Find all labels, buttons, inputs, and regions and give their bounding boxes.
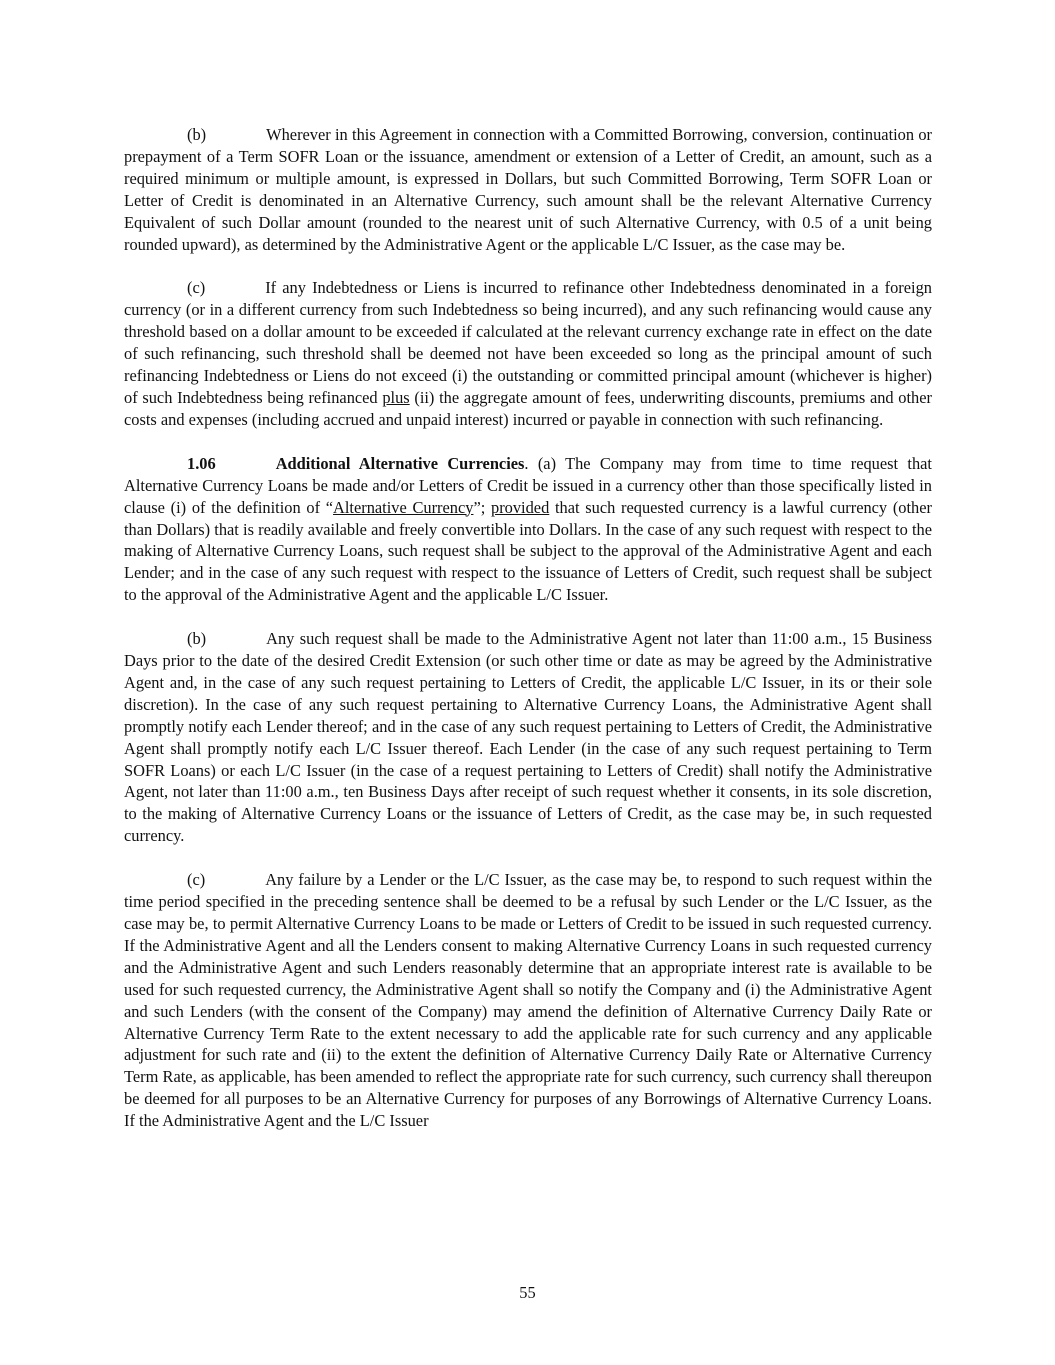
paragraph-c-refinancing	[124, 277, 932, 430]
underlined-term-plus: plus	[382, 387, 410, 407]
paragraph-text: Wherever in this Agreement in connection with a Committed Borrowing, conversion, continuation or prepayment of a Term SOFR Loan or the issuance, amendment or extension of a Letter of Credit, an amount, such as a required minimum or multiple amount, is expressed in Dollars, but such Committed Borrowing, Term SOFR Loan or Letter of Credit is denominated in an Alternative Currency, such amount shall be the relevant Alternative Currency Equivalent of such Dollar amount (rounded to the nearest unit of such Alternative Currency, with 0.5 of a unit being rounded upward), as determined by the Administrative Agent or the applicable L/C Issuer, as the case may be.	[124, 125, 932, 254]
document-page	[124, 124, 932, 1154]
clause-label: (c)	[187, 870, 206, 890]
paragraph-text: Any failure by a Lender or the L/C Issuer, as the case may be, to respond to such request within the time period specified in the preceding sentence shall be deemed to be a refusal by such Lender or the L/C Issuer, as the case may be, to permit Alternative Currency Loans to be made or Letters of Credit to be issued in such requested currency. If the Administrative Agent and all the Lenders consent to making Alternative Currency Loans in such requested currency and the Administrative Agent and such Lenders reasonably determine that an appropriate interest rate is available to be used for such requested currency, the Administrative Agent shall so notify the Company and (i) the Administrative Agent and such Lenders (with the consent of the Company) may amend the definition of Alternative Currency Daily Rate or Alternative Currency Term Rate to the extent necessary to add the applicable rate for such currency and any applicable adjustment for such rate and (ii) to the extent the definition of Alternative Currency Daily Rate or Alternative Currency Term Rate, as applicable, has been amended to reflect the appropriate rate for such currency, such currency shall thereupon be deemed for all purposes to be an Alternative Currency for purposes of any Borrowings of Alternative Currency Loans. If the Administrative Agent and the L/C Issuer	[124, 870, 932, 1131]
paragraph-b-committed-borrowing	[124, 124, 932, 255]
clause-label: (b)	[187, 125, 207, 144]
defined-term-alternative-currency: Alternative Currency	[333, 497, 474, 517]
paragraph-b-request-timing	[124, 628, 932, 847]
clause-label: (b)	[187, 629, 207, 649]
underlined-term-provided: provided	[491, 497, 550, 517]
paragraph-text: ”;	[473, 497, 492, 517]
section-1-06-additional-alternative-currencies	[124, 453, 932, 606]
paragraph-text: If any Indebtedness or Liens is incurred to refinance other Indebtedness denominated in a foreign currency (or in a different currency from such Indebtedness so being incurred), and any such refinancing would cause any threshold based on a dollar amount to be exceeded if calculated at the relevant currency exchange rate in effect on the date of such refinancing, such threshold shall be deemed not have been exceeded so long as the principal amount of such refinancing Indebtedness or Liens do not exceed (i) the outstanding or committed principal amount (whichever is higher) of such Indebtedness being refinanced	[124, 278, 932, 407]
paragraph-text: Any such request shall be made to the Administrative Agent not later than 11:00 a.m., 15 Business Days prior to the date of the desired Credit Extension (or such other time or date as may be agreed by the Administrative Agent and, in the case of any such request pertaining to Letters of Credit, the applicable L/C Issuer, in its or their sole discretion). In the case of any such request pertaining to Alternative Currency Loans, the Administrative Agent shall promptly notify each Lender thereof; and in the case of any such request pertaining to Letters of Credit, the Administrative Agent shall promptly notify each L/C Issuer thereof. Each Lender (in the case of any such request pertaining to Term SOFR Loans) or each L/C Issuer (in the case of a request pertaining to Letters of Credit) shall notify the Administrative Agent, not later than 11:00 a.m., ten Business Days after receipt of such request whether it consents, in its sole discretion, to the making of Alternative Currency Loans or the issuance of Letters of Credit, as the case may be, in such requested currency.	[124, 629, 932, 846]
section-number: 1.06	[187, 453, 216, 473]
paragraph-text: that such requested currency is a lawful currency (other than Dollars) that is readily available and freely convertible into Dollars. In the case of any such request with respect to the making of Alternative Currency Loans, such request shall be subject to the approval of the Administrative Agent and each Lender; and in the case of any such request with respect to the issuance of Letters of Credit, such request shall be subject to the approval of the Administrative Agent and the applicable L/C Issuer.	[124, 497, 932, 605]
clause-label: (c)	[187, 278, 206, 298]
paragraph-text: (ii) the aggregate amount of fees, underwriting discounts, premiums and other costs and expenses (including accrued and unpaid interest) incurred or payable in connection with such refinancing.	[124, 387, 932, 429]
paragraph-text: . (a) The Company may from time to time request that Alternative Currency Loans be made and/or Letters of Credit be issued in a currency other than those specifically listed in clause (i) of the definition of “	[124, 453, 932, 517]
section-title: Additional Alternative Currencies	[275, 453, 525, 473]
paragraph-c-failure-to-respond	[124, 869, 932, 1132]
page-number: 55	[519, 1283, 536, 1302]
